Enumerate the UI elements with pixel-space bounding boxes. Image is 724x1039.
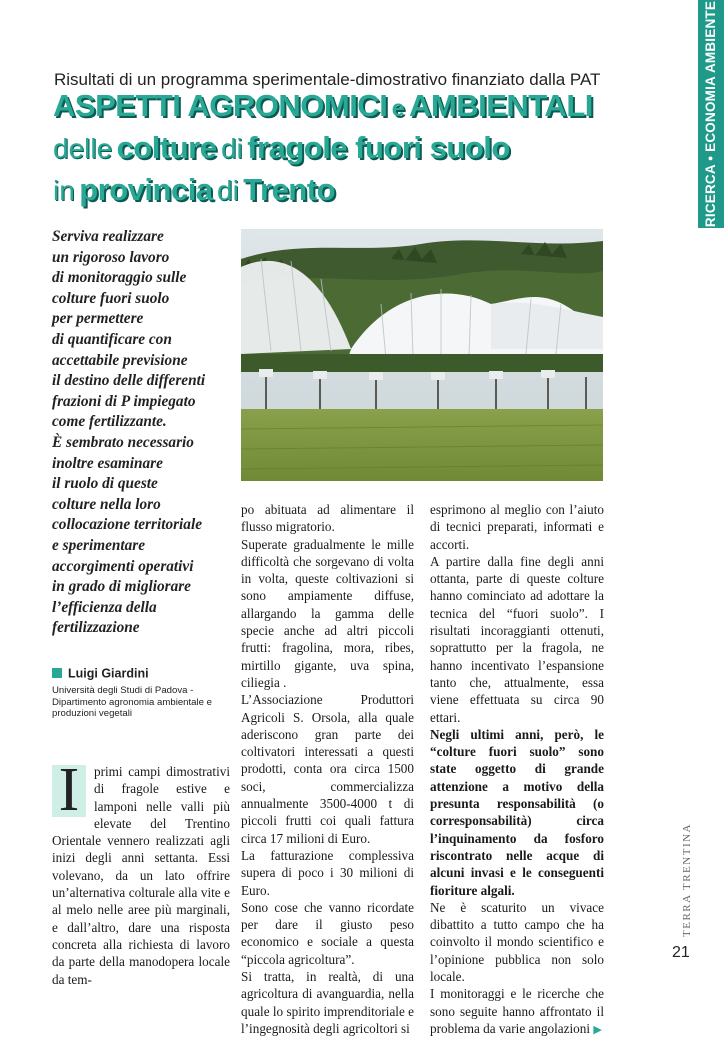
body-paragraph: La fatturazione complessiva supera di poco i 30 milioni di Euro. [241,847,414,898]
title-word: di [217,175,239,206]
greenhouse-photo-illustration [241,229,603,481]
lead-line: frazioni di P impiegato [52,392,196,410]
greenhouse-photo [241,229,603,481]
body-paragraph: Superate gradualmente le mille difficoltà che sorgevano di volta in volta, queste coltivazioni si sono ampiamente diffuse, allargando la gamma delle specie anche ad altri piccoli frutti: fragolina, mora, ribes, mirtillo gigante, uva spina, ciliegia . [241,536,414,690]
lead-line: e sperimentare [52,536,146,554]
lead-line: fertilizzazione [52,619,140,637]
lead-line: in grado di migliorare [52,578,191,596]
article-kicker: Risultati di un programma sperimentale-dimostrativo finanziato dalla PAT [54,70,601,89]
body-paragraph: A partire dalla fine degli anni ottanta, parte di queste colture hanno cominciato ad adottare la tecnica del “fuori suolo”. I risultati incoraggianti ottenuti, soprattutto per la fragola, ne hanno incentivato l’espansione tanto che, attualmente, essa viene effettuata su circa 90 ettari. [430,553,604,725]
title-word: delle [53,133,113,164]
lead-line: È sembrato necessario [52,433,194,451]
title-word: ASPETTI AGRONOMICI [53,88,388,123]
title-line-1 [53,88,693,130]
lead-line: l’efficienza della [52,598,157,616]
magazine-name [671,820,701,940]
lead-paragraph [52,227,232,639]
title-line-2 [53,130,693,172]
body-column-1 [52,756,230,988]
body-column-3 [430,501,604,1039]
lead-line: come fertilizzante. [52,413,167,431]
body-paragraph: Sono cose che vanno ricordate per dare il giusto peso economico e sociale a questa “piccola agricoltura”. [241,899,414,967]
title-word: Trento [243,172,336,207]
page-number: 21 [672,944,690,961]
body-paragraph: esprimono al meglio con l’aiuto di tecnici preparati, informati e accorti. [430,502,604,552]
body-paragraph-bold: Negli ultimi anni, però, le “colture fuori suolo” sono state oggetto di grande attenzione a motivo della presunta responsabilità (o corresponsabilità) circa l’inquinamento da fosforo riscontrato nelle acque di alcuni invasi e le conseguenti fioriture algali. [430,726,604,898]
body-paragraph: L’Associazione Produttori Agricoli S. Orsola, alla quale aderiscono gran parte dei coltivatori interessati a questi prodotti, conta ora circa 1500 soci, commercializza annualmente 3500-4000 t di piccoli frutti coi quali fattura circa 17 milioni di Euro. [241,692,414,846]
lead-line: colture fuori suolo [52,289,170,307]
lead-line: il destino delle differenti [52,372,206,390]
lead-line: per permettere [52,310,144,328]
title-word: colture [116,130,217,165]
magazine-name-label: TERRA TRENTINA [681,823,693,937]
title-word: provincia [79,172,213,207]
lead-line: Serviva realizzare [52,228,164,245]
lead-line: inoltre esaminare [52,454,163,472]
article-title [53,88,693,214]
dropcap: I [52,765,86,817]
body-text: I monitoraggi e le ricerche che sono seguite hanno affrontato il problema da varie angolazioni [430,986,604,1036]
title-word: fragole fuori suolo [247,130,510,165]
title-word: AMBIENTALI [409,88,593,123]
lead-line: di quantificare con [52,330,172,348]
title-word: e [391,95,405,121]
lead-line: un rigoroso lavoro [52,248,170,266]
body-paragraph [430,985,604,1039]
author-marker-icon [52,668,62,678]
author-affiliation: Università degli Studi di Padova - Dipartimento agronomia ambientale e produzioni vegetali [52,685,212,719]
lead-line: accorgimenti operativi [52,557,194,575]
body-paragraph: Si tratta, in realtà, di una agricoltura di avanguardia, nella quale lo spirito imprenditoriale e l’ingegnosità degli agricoltori si [241,969,414,1036]
lead-line: il ruolo di queste [52,475,158,493]
section-tab [698,0,724,228]
title-word: di [220,133,243,164]
lead-line: di monitoraggio sulle [52,269,187,287]
title-line-3 [53,172,693,214]
section-tab-label: RICERCA • ECONOMIA AMBIENTE [703,0,718,228]
body-column-2 [241,501,414,1037]
lead-line: colture nella loro [52,495,161,513]
author-name: Luigi Giardini [68,666,149,681]
lead-line: accettabile previsione [52,351,188,369]
author-block [52,664,232,720]
continue-arrow-icon: ▶ [593,1023,602,1036]
title-word: in [53,175,75,206]
body-paragraph: Ne è scaturito un vivace dibattito a tutto campo che ha coinvolto il mondo scientifico e l’opinione pubblica non solo locale. [430,899,604,985]
body-paragraph: po abituata ad alimentare il flusso migratorio. [241,502,414,535]
body-text: primi campi dimostrativi di fragole estive e lamponi nelle valli più elevate del Trentino Orientale vennero realizzati agli inizi degli anni settanta. Essi volevano, da un lato offrire un’alternativa colturale alla vite e al melo nelle aree più marginali, e dall’altro, dare una risposta concreta alla richiesta di lavoro da parte della manodopera locale da tem- [52,764,230,987]
lead-line: collocazione territoriale [52,516,202,534]
